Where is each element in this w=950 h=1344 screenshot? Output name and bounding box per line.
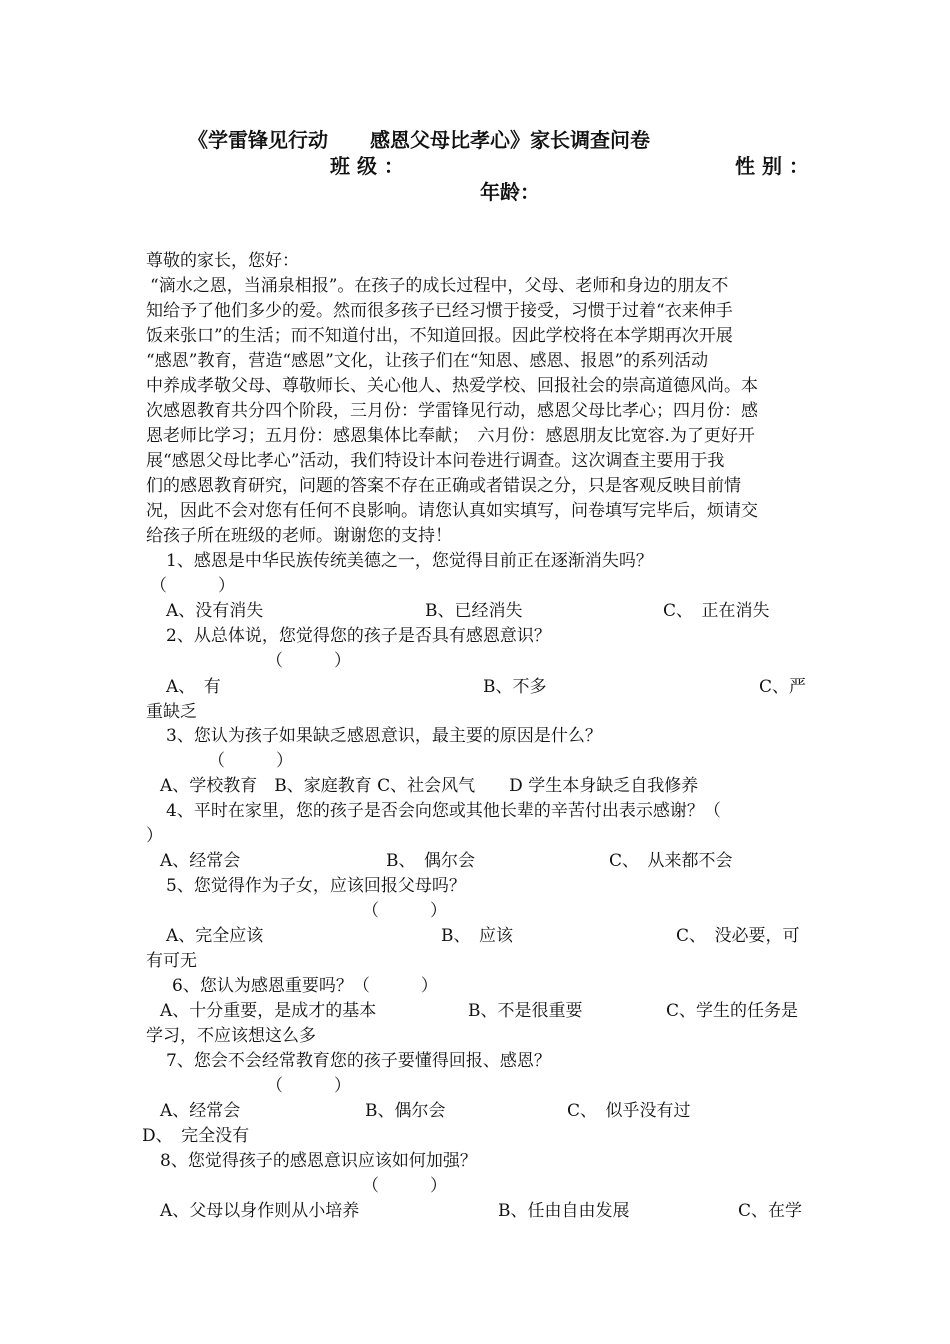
intro-line: 中养成孝敬父母、尊敬师长、关心他人、热爱学校、回报社会的崇高道德风尚。本 [146, 376, 758, 396]
question-2-blank[interactable]: （ ） [266, 651, 351, 671]
question-7-option-b[interactable]: B、偶尔会 [365, 1101, 446, 1121]
question-5-option-b[interactable]: B、 应该 [441, 926, 513, 946]
question-7-option-d[interactable]: D、 完全没有 [142, 1126, 250, 1146]
question-7-text: 7、您会不会经常教育您的孩子要懂得回报、感恩？ [166, 1051, 551, 1071]
age-label: 年龄： [480, 180, 540, 204]
question-5-blank[interactable]: （ ） [362, 901, 447, 921]
question-3-options[interactable]: A、学校教育 B、家庭教育 C、社会风气 D 学生本身缺乏自我修养 [160, 776, 699, 796]
gender-label: 性 别 ： [735, 154, 809, 178]
intro-line: 次感恩教育共分四个阶段，三月份：学雷锋见行动，感恩父母比孝心；四月份：感 [146, 401, 758, 421]
question-2-option-a[interactable]: A、 有 [166, 677, 221, 697]
intro-line: 知给予了他们多少的爱。然而很多孩子已经习惯于接受，习惯于过着“衣来伸手 [146, 301, 733, 321]
question-4-option-b[interactable]: B、 偶尔会 [386, 851, 475, 871]
question-4-text: 4、平时在家里，您的孩子是否会向您或其他长辈的辛苦付出表示感谢？（ [166, 801, 721, 821]
question-1-option-c[interactable]: C、 正在消失 [663, 601, 770, 621]
question-6-option-c-cont: 学习，不应该想这么多 [146, 1026, 316, 1046]
question-8-option-b[interactable]: B、任由自由发展 [498, 1201, 630, 1221]
question-2-text: 2、从总体说，您觉得您的孩子是否具有感恩意识？ [166, 626, 551, 646]
intro-line: “滴水之恩，当涌泉相报”。在孩子的成长过程中，父母、老师和身边的朋友不 [150, 276, 729, 296]
question-4-blank-end[interactable]: ） [146, 826, 163, 846]
question-5-option-c-cont: 有可无 [146, 951, 197, 971]
intro-line: 况，因此不会对您有任何不良影响。请您认真如实填写，问卷填写完毕后，烦请交 [146, 501, 758, 521]
greeting: 尊敬的家长，您好： [146, 251, 299, 271]
question-6-option-b[interactable]: B、不是很重要 [468, 1001, 583, 1021]
intro-line: 展“感恩父母比孝心”活动，我们特设计本问卷进行调查。这次调查主要用于我 [146, 451, 725, 471]
question-1-option-a[interactable]: A、没有消失 [166, 601, 264, 621]
question-5-text: 5、您觉得作为子女，应该回报父母吗？ [166, 876, 466, 896]
question-4-option-a[interactable]: A、经常会 [160, 851, 241, 871]
question-1-text: 1、感恩是中华民族传统美德之一，您觉得目前正在逐渐消失吗？ [166, 551, 653, 571]
question-3-text: 3、您认为孩子如果缺乏感恩意识，最主要的原因是什么？ [166, 726, 602, 746]
intro-line: 饭来张口”的生活；而不知道付出，不知道回报。因此学校将在本学期再次开展 [146, 326, 733, 346]
question-7-blank[interactable]: （ ） [266, 1076, 351, 1096]
question-8-blank[interactable]: （ ） [362, 1176, 447, 1196]
question-7-option-a[interactable]: A、经常会 [160, 1101, 241, 1121]
question-5-option-c[interactable]: C、 没必要，可 [676, 926, 800, 946]
question-6-option-c[interactable]: C、学生的任务是 [666, 1001, 799, 1021]
class-label: 班 级 ： [330, 154, 404, 178]
question-8-text: 8、您觉得孩子的感恩意识应该如何加强？ [160, 1151, 477, 1171]
intro-line: 给孩子所在班级的老师。谢谢您的支持！ [146, 526, 452, 546]
intro-line: “感恩”教育，营造“感恩”文化，让孩子们在“知恩、感恩、报恩”的系列活动 [146, 351, 709, 371]
question-1-blank[interactable]: （ ） [150, 576, 235, 596]
intro-line: 恩老师比学习；五月份：感恩集体比奉献； 六月份：感恩朋友比宽容.为了更好开 [146, 426, 755, 446]
question-2-option-b[interactable]: B、不多 [483, 677, 547, 697]
document-title [188, 124, 650, 153]
question-6-option-a[interactable]: A、十分重要，是成才的基本 [160, 1001, 377, 1021]
question-1-option-b[interactable]: B、已经消失 [425, 601, 523, 621]
question-2-option-c[interactable]: C、严 [759, 677, 807, 697]
question-5-option-a[interactable]: A、完全应该 [166, 926, 264, 946]
title-part-2: 感恩父母比孝心》家长调查问卷 [370, 128, 650, 152]
question-8-option-c[interactable]: C、在学 [738, 1201, 803, 1221]
question-2-option-c-cont: 重缺乏 [146, 702, 197, 722]
question-6-text: 6、您认为感恩重要吗？（ ） [172, 976, 438, 996]
question-4-option-c[interactable]: C、 从来都不会 [609, 851, 733, 871]
intro-line: 们的感恩教育研究，问题的答案不存在正确或者错误之分，只是客观反映目前情 [146, 476, 741, 496]
question-3-blank[interactable]: （ ） [208, 751, 293, 771]
title-part-1: 《学雷锋见行动 [188, 128, 328, 152]
question-8-option-a[interactable]: A、父母以身作则从小培养 [160, 1201, 360, 1221]
question-7-option-c[interactable]: C、 似乎没有过 [567, 1101, 691, 1121]
